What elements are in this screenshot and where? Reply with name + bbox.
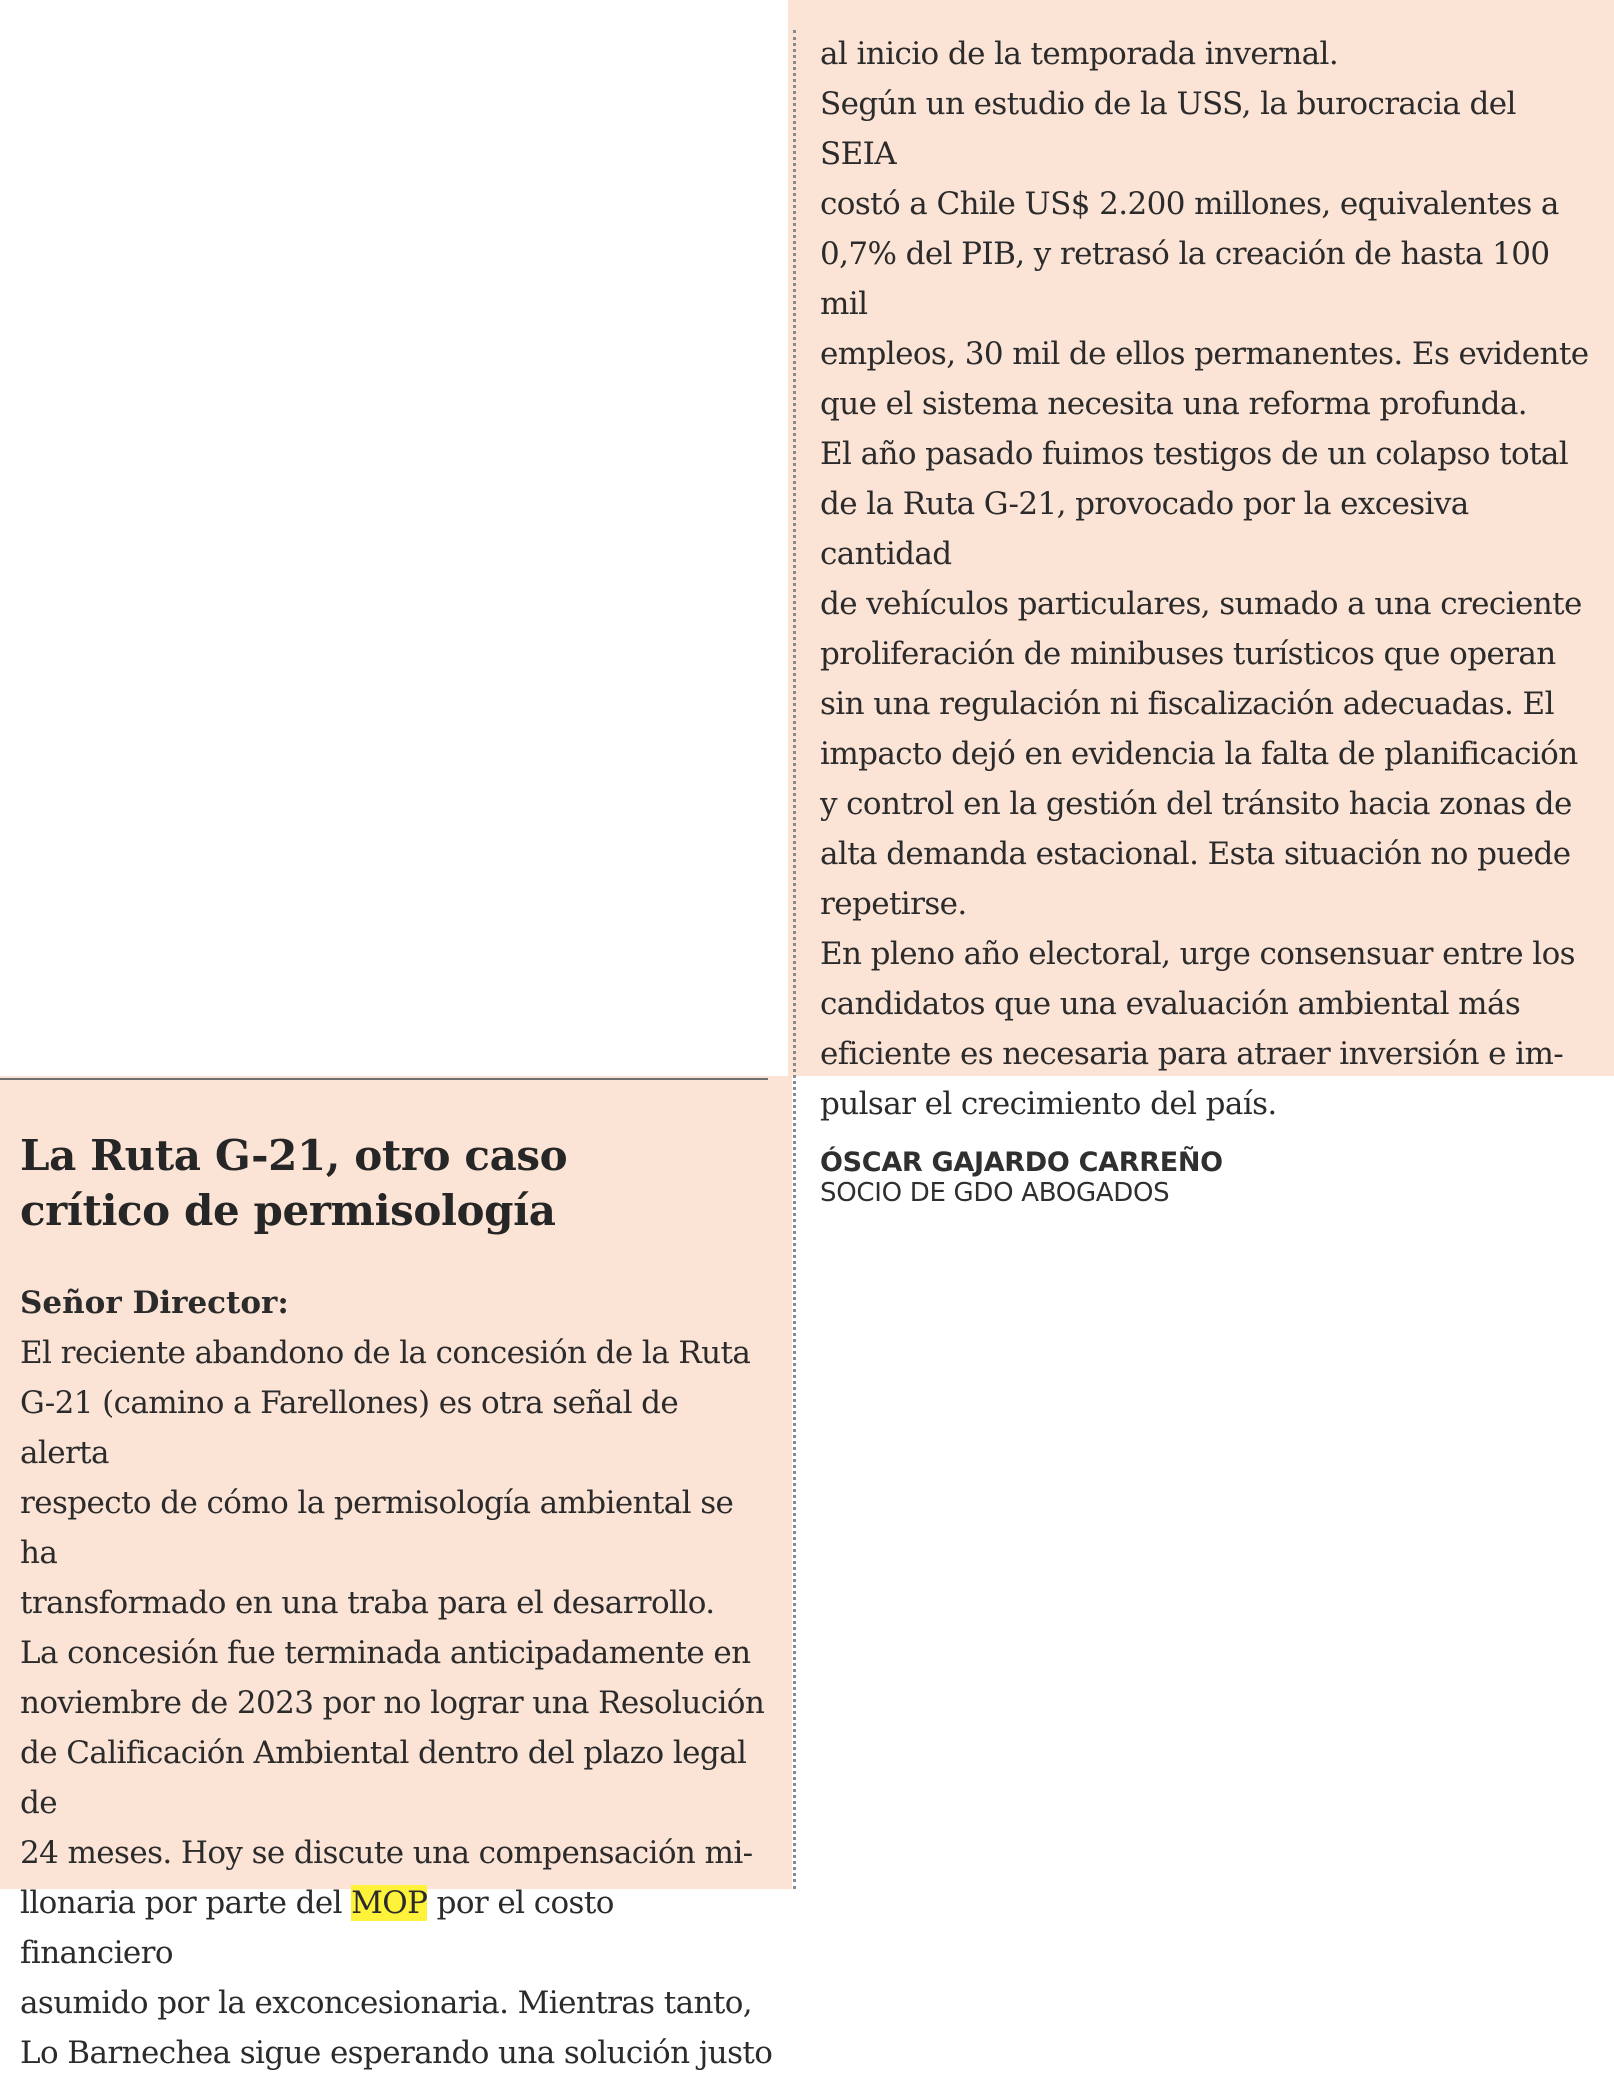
- author-signature: [820, 1147, 1600, 1209]
- salutation: Señor Director:: [20, 1285, 289, 1321]
- letter-continuation: [820, 29, 1600, 1209]
- body-paragraph: El año pasado fuimos testigos de un colapso total de la Ruta G-21, provocado por la excesiva cantidad de vehículos particulares, sumado a una creciente proliferación de minibuses turísticos que operan sin una regulación ni fiscalización adecuadas. El impacto dejó en evidencia la falta de planificación y control en la gestión del tránsito hacia zonas de alta demanda estacional. Esta situación no puede repetirse.: [820, 436, 1582, 922]
- body-paragraph: [20, 1628, 775, 2078]
- column-divider: [793, 30, 796, 1889]
- body-paragraph: al inicio de la temporada invernal.: [820, 36, 1339, 72]
- highlighted-term: MOP: [351, 1885, 428, 1921]
- letter-article: [20, 1128, 775, 2078]
- body-paragraph: En pleno año electoral, urge consensuar entre los candidatos que una evaluación ambiental más eficiente es necesaria para atraer inversión e im- pulsar el crecimiento del país.: [820, 936, 1575, 1122]
- paragraph-text: La concesión fue terminada anticipadamente en noviembre de 2023 por no lograr una Resolución de Calificación Ambiental dentro del plazo legal de 24 meses. Hoy se discute una compensación mi- llonaria por parte del: [20, 1635, 765, 1921]
- author-name: ÓSCAR GAJARDO CARREÑO: [820, 1147, 1223, 1178]
- paragraph-text: por el costo financiero asumido por la exconcesionaria. Mientras tanto, Lo Barnechea sigue esperando una solución justo: [20, 1885, 773, 2071]
- article-headline: La Ruta G-21, otro caso crítico de permisología: [20, 1131, 568, 1235]
- body-paragraph: Según un estudio de la USS, la burocracia del SEIA costó a Chile US$ 2.200 millones, equivalentes a 0,7% del PIB, y retrasó la creación de hasta 100 mil empleos, 30 mil de ellos permanentes. Es evidente que el sistema necesita una reforma profunda.: [820, 86, 1589, 422]
- body-paragraph: El reciente abandono de la concesión de la Ruta G-21 (camino a Farellones) es otra señal de alerta respecto de cómo la permisología ambiental se ha transformado en una traba para el desarrollo.: [20, 1335, 751, 1621]
- section-rule: [0, 1078, 768, 1080]
- author-role: SOCIO DE GDO ABOGADOS: [820, 1178, 1170, 1208]
